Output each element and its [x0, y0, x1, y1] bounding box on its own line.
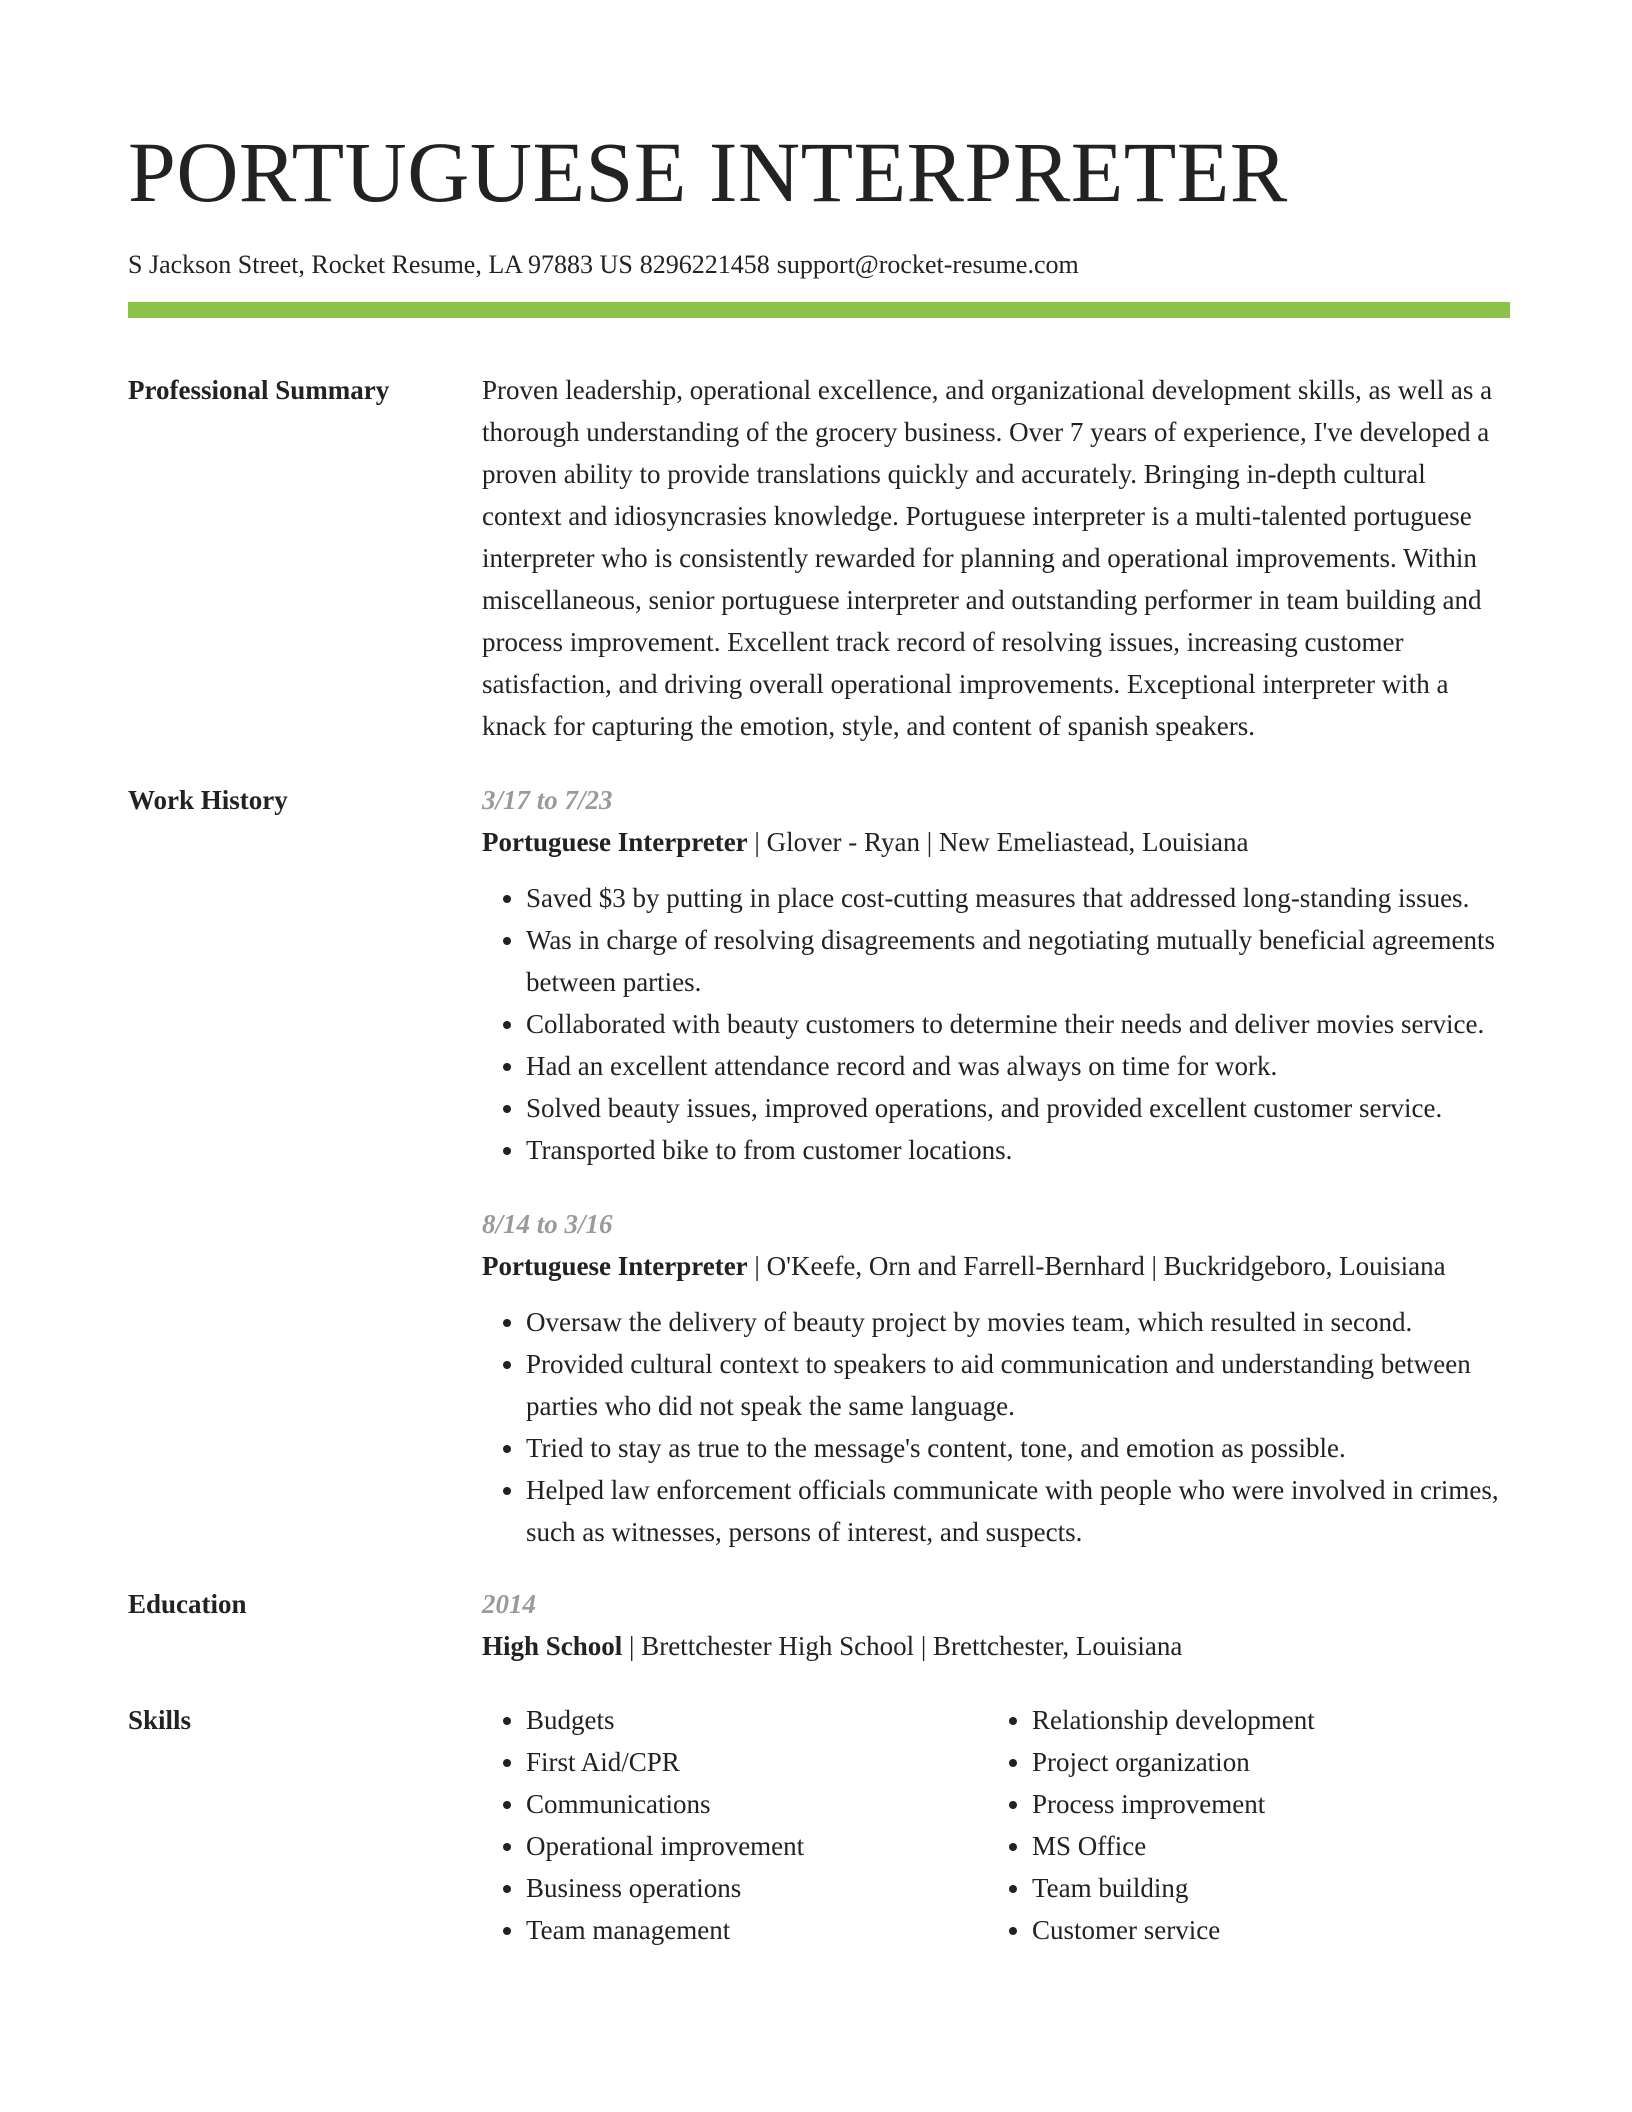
job-details: | Glover - Ryan | New Emeliastead, Louisiana: [747, 827, 1249, 857]
list-item: • Oversaw the delivery of beauty project by movies team, which resulted in second.: [526, 1301, 1510, 1343]
skill-item: • Relationship development: [1032, 1699, 1315, 1741]
summary-text: Proven leadership, operational excellence, and organizational development skills, as well as a thorough understanding of the grocery business. Over 7 years of experience, I've developed a proven ability to provide translations quickly and accurately. Bringing in-depth cultural context and idiosyncrasies knowledge. Portuguese interpreter is a multi-talented portuguese interpreter who is consistently rewarded for planning and operational improvements. Within miscellaneous, senior portuguese interpreter and outstanding performer in team building and process improvement. Excellent track record of resolving issues, increasing customer satisfaction, and driving overall operational improvements. Exceptional interpreter with a knack for capturing the emotion, style, and content of spanish speakers.: [482, 375, 1493, 741]
job-header: [482, 821, 1510, 863]
list-item: • Transported bike to from customer locations.: [526, 1129, 1510, 1171]
job-title: Portuguese Interpreter: [482, 1251, 748, 1281]
list-item: • Was in charge of resolving disagreements and negotiating mutually beneficial agreements between parties.: [526, 919, 1510, 1003]
resume-page: [128, 0, 1510, 1951]
section-heading-summary: Professional Summary: [128, 375, 390, 405]
skill-item: • MS Office: [1032, 1825, 1315, 1867]
contact-line: [128, 248, 1510, 282]
resume-name: PORTUGUESE INTERPRETER: [128, 124, 1288, 220]
skill-item: • Communications: [526, 1783, 988, 1825]
job-header: [482, 1245, 1510, 1287]
skills-list-left: [482, 1699, 988, 1951]
section-heading-work-history: Work History: [128, 785, 288, 815]
education-year: 2014: [482, 1589, 536, 1619]
contact-email: support@rocket-resume.com: [776, 250, 1079, 279]
contact-phone: 8296221458: [639, 250, 770, 279]
work-history-section: [128, 779, 1510, 1553]
job-entry: [482, 1203, 1510, 1553]
skill-item: • Budgets: [526, 1699, 988, 1741]
list-item: • Provided cultural context to speakers to aid communication and understanding between parties who did not speak the same language.: [526, 1343, 1510, 1427]
job-bullets: [482, 877, 1510, 1171]
job-bullets: [482, 1301, 1510, 1553]
skill-item: • Business operations: [526, 1867, 988, 1909]
skill-item: • Process improvement: [1032, 1783, 1315, 1825]
education-header: [482, 1625, 1510, 1667]
skill-item: • Customer service: [1032, 1909, 1315, 1951]
list-item: • Saved $3 by putting in place cost-cutting measures that addressed long-standing issues.: [526, 877, 1510, 919]
job-details: | O'Keefe, Orn and Farrell-Bernhard | Buckridgeboro, Louisiana: [747, 1251, 1446, 1281]
job-title: Portuguese Interpreter: [482, 827, 748, 857]
job-entry: [482, 779, 1510, 1171]
skill-item: • Team building: [1032, 1867, 1315, 1909]
skill-item: • Operational improvement: [526, 1825, 988, 1867]
job-dates: 3/17 to 7/23: [482, 785, 613, 815]
section-heading-education: Education: [128, 1589, 247, 1619]
education-section: [128, 1583, 1510, 1667]
skill-item: • First Aid/CPR: [526, 1741, 988, 1783]
skills-section: [128, 1699, 1510, 1951]
skills-list-right: [988, 1699, 1315, 1951]
list-item: • Tried to stay as true to the message's content, tone, and emotion as possible.: [526, 1427, 1510, 1469]
list-item: • Had an excellent attendance record and was always on time for work.: [526, 1045, 1510, 1087]
skills-columns: [482, 1699, 1510, 1951]
section-heading-skills: Skills: [128, 1705, 192, 1735]
job-dates: 8/14 to 3/16: [482, 1209, 613, 1239]
education-details: | Brettchester High School | Brettchester, Louisiana: [622, 1631, 1183, 1661]
skill-item: • Project organization: [1032, 1741, 1315, 1783]
summary-section: [128, 369, 1510, 747]
skill-item: • Team management: [526, 1909, 988, 1951]
list-item: • Collaborated with beauty customers to determine their needs and deliver movies service.: [526, 1003, 1510, 1045]
list-item: • Solved beauty issues, improved operations, and provided excellent customer service.: [526, 1087, 1510, 1129]
header-divider: [128, 302, 1510, 318]
list-item: • Helped law enforcement officials communicate with people who were involved in crimes, such as witnesses, persons of interest, and suspects.: [526, 1469, 1510, 1553]
contact-address: S Jackson Street, Rocket Resume, LA 97883 US: [128, 250, 633, 279]
education-degree: High School: [482, 1631, 623, 1661]
